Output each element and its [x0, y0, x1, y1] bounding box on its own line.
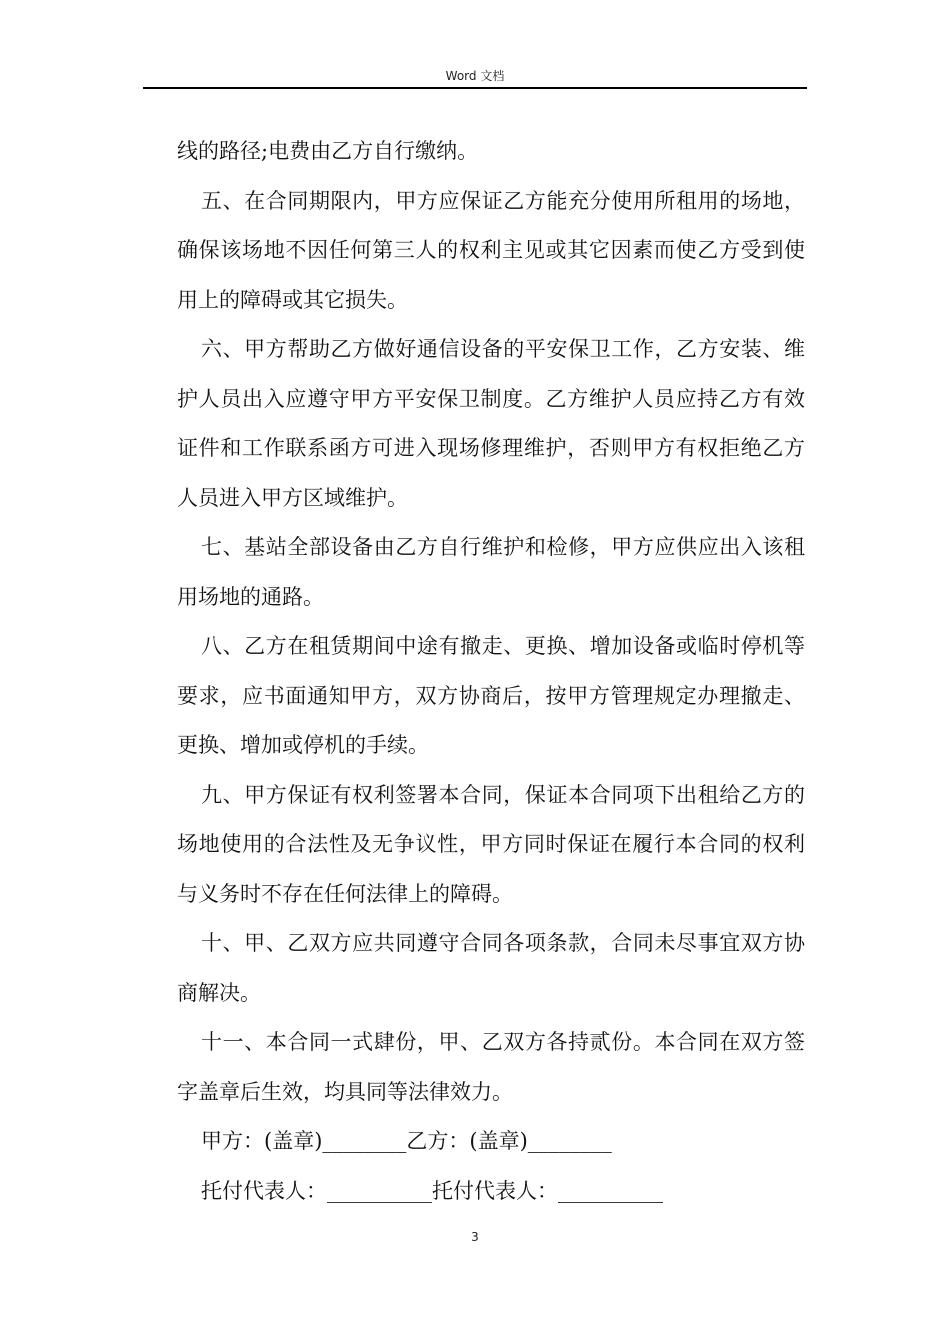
paragraph-clause-5: 五、在合同期限内，甲方应保证乙方能充分使用所租用的场地，确保该场地不因任何第三人的权利主见或其它因素而使乙方受到使用上的障碍或其它损失。: [177, 188, 805, 312]
header-rule: [143, 87, 807, 89]
signature-line-seal: 甲方：(盖章)________乙方：(盖章)________: [201, 1129, 612, 1153]
paragraph-clause-6: 六、甲方帮助乙方做好通信设备的平安保卫工作，乙方安装、维护人员出入应遵守甲方平安保卫制度。乙方维护人员应持乙方有效证件和工作联系函方可进入现场修理维护，否则甲方有权拒绝乙方人员进入甲方区域维护。: [177, 337, 805, 510]
paragraph-clause-7: 七、基站全部设备由乙方自行维护和检修，甲方应供应出入该租用场地的通路。: [177, 535, 805, 609]
header-title: Word 文档: [445, 69, 505, 83]
page-number: 3: [471, 1230, 479, 1244]
paragraph-continuation: 线的路径;电费由乙方自行缴纳。: [177, 139, 479, 163]
paragraph-clause-10: 十、甲、乙双方应共同遵守合同各项条款，合同未尽事宜双方协商解决。: [177, 931, 805, 1005]
paragraph-clause-11: 十一、本合同一式肆份，甲、乙双方各持贰份。本合同在双方签字盖章后生效，均具同等法律效力。: [177, 1030, 805, 1104]
paragraph-clause-8: 八、乙方在租赁期间中途有撤走、更换、增加设备或临时停机等要求，应书面通知甲方，双方协商后，按甲方管理规定办理撤走、更换、增加或停机的手续。: [177, 634, 805, 757]
document-body: [177, 127, 805, 1216]
signature-line-representative: 托付代表人：__________托付代表人：__________: [201, 1178, 663, 1203]
paragraph-clause-9: 九、甲方保证有权利签署本合同，保证本合同项下出租给乙方的场地使用的合法性及无争议性，甲方同时保证在履行本合同的权利与义务时不存在任何法律上的障碍。: [177, 782, 805, 906]
